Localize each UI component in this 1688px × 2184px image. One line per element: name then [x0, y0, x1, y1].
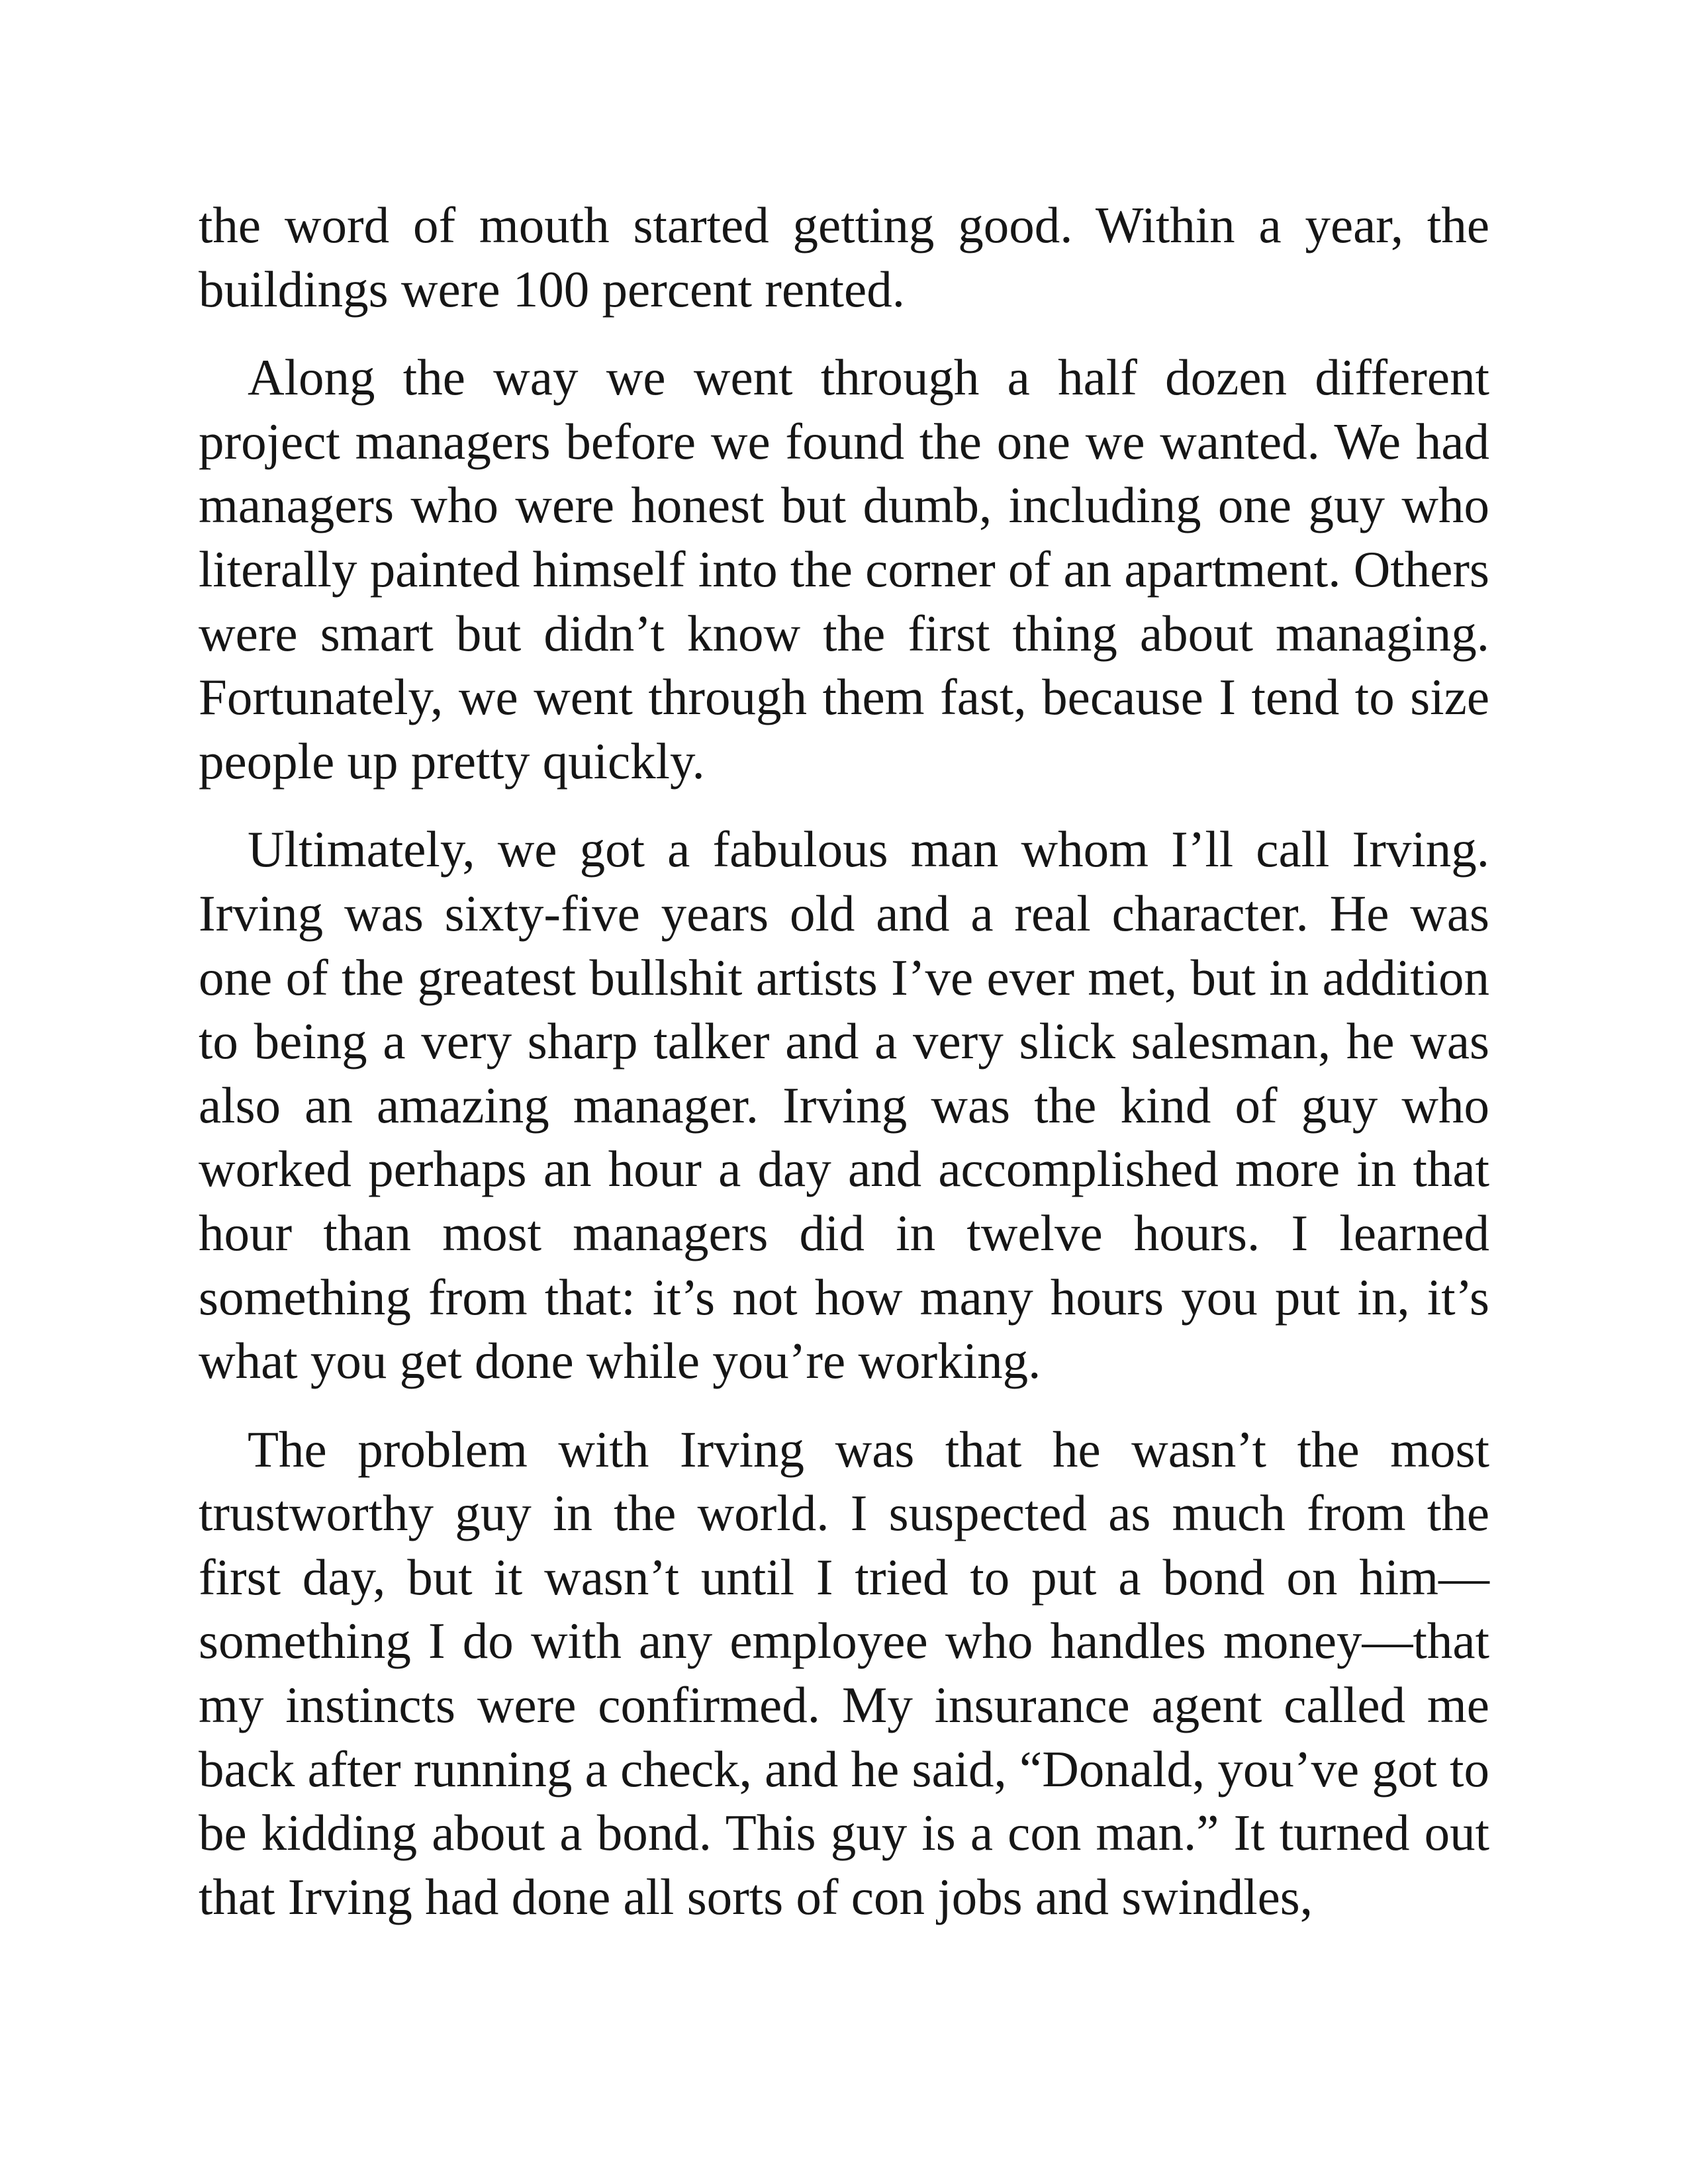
page-body-text [199, 193, 1489, 1929]
paragraph-irving-problem: The problem with Irving was that he wasn’t the most trustworthy guy in the world. I suspected as much from the first day, but it wasn’t until I tried to put a bond on him—something I do with any employee who handles money—that my instincts were confirmed. My insurance agent called me back after running a check, and he said, “Donald, you’ve got to be kidding about a bond. This guy is a con man.” It turned out that Irving had done all sorts of con jobs and swindles, [199, 1420, 1489, 1925]
paragraph-project-managers: Along the way we went through a half dozen different project managers before we found the one we wanted. We had managers who were honest but dumb, including one guy who literally painted himself into the corner of an apartment. Others were smart but didn’t know the first thing about managing. Fortunately, we went through them fast, because I tend to size people up pretty quickly. [199, 349, 1490, 790]
paragraph-continued: the word of mouth started getting good. Within a year, the buildings were 100 percent rented. [199, 197, 1489, 318]
paragraph-irving-intro: Ultimately, we got a fabulous man whom I’ll call Irving. Irving was sixty-five years old and a real character. He was one of the greatest bullshit artists I’ve ever met, but in addition to being a very sharp talker and a very slick salesman, he was also an amazing manager. Irving was the kind of guy who worked perhaps an hour a day and accomplished more in that hour than most managers did in twelve hours. I learned something from that: it’s not how many hours you put in, it’s what you get done while you’re working. [199, 821, 1489, 1390]
